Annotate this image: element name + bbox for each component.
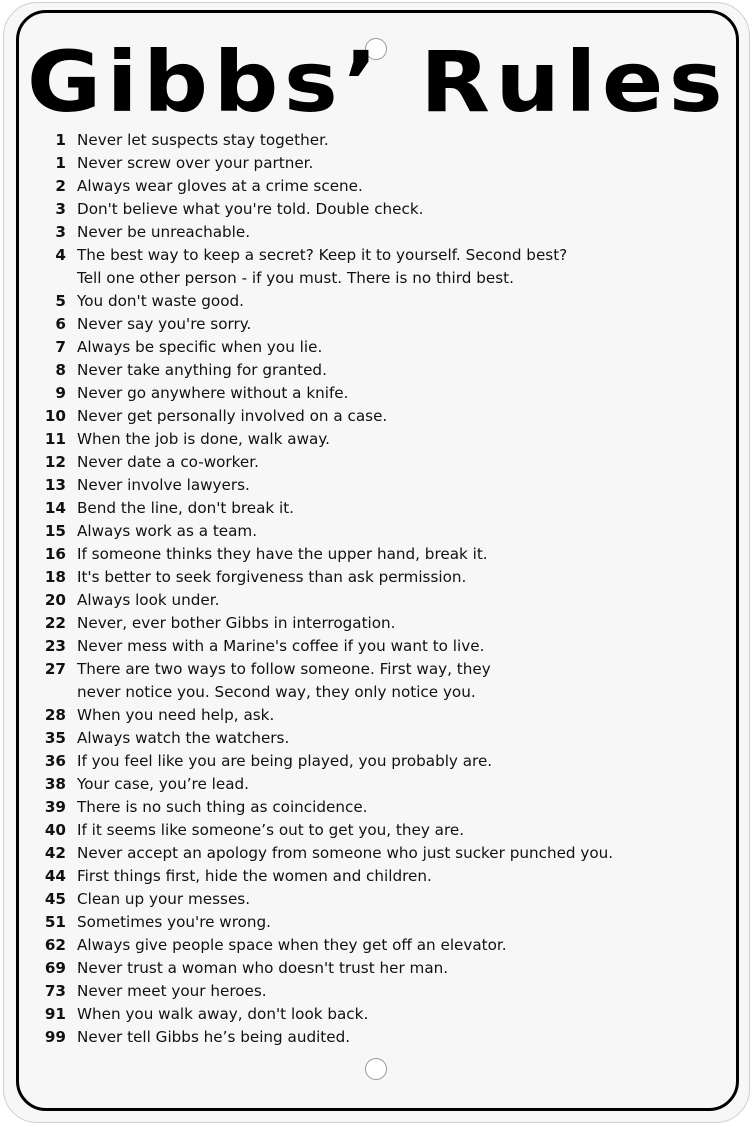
rule-number: 7 bbox=[55, 338, 66, 356]
rule-text bbox=[66, 474, 250, 497]
rule-item bbox=[34, 819, 734, 842]
rule-text-line: Tell one other person - if you must. There is no third best. bbox=[77, 269, 514, 287]
rule-number: 23 bbox=[44, 637, 66, 655]
rule-number: 9 bbox=[55, 384, 66, 402]
rule-text-line: Never go anywhere without a knife. bbox=[77, 384, 349, 402]
rule-text bbox=[66, 865, 432, 888]
rule-text-line: If you feel like you are being played, you probably are. bbox=[77, 752, 493, 770]
rule-text-line: When you walk away, don't look back. bbox=[77, 1005, 369, 1023]
rule-text-line: Never be unreachable. bbox=[77, 223, 251, 241]
rule-number: 36 bbox=[44, 752, 66, 770]
rule-text-line: If someone thinks they have the upper hand, break it. bbox=[77, 545, 488, 563]
rule-text bbox=[66, 773, 249, 796]
rule-number: 16 bbox=[44, 545, 66, 563]
rule-text-line: Always look under. bbox=[77, 591, 220, 609]
rule-item bbox=[34, 129, 734, 152]
rule-text-line: Never involve lawyers. bbox=[77, 476, 250, 494]
rule-text bbox=[66, 727, 289, 750]
rule-text-line: Never meet your heroes. bbox=[77, 982, 267, 1000]
rule-text bbox=[66, 175, 363, 198]
rule-item bbox=[34, 589, 734, 612]
rule-item bbox=[34, 359, 734, 382]
rule-text-line: Never mess with a Marine's coffee if you want to live. bbox=[77, 637, 485, 655]
rule-item bbox=[34, 773, 734, 796]
rule-text bbox=[66, 566, 466, 589]
rule-text-line: Never screw over your partner. bbox=[77, 154, 314, 172]
rule-text bbox=[66, 405, 387, 428]
rule-text bbox=[66, 819, 464, 842]
rule-text bbox=[66, 704, 274, 727]
rule-number: 73 bbox=[44, 982, 66, 1000]
rule-item bbox=[34, 221, 734, 244]
rule-item bbox=[34, 244, 734, 290]
rule-item bbox=[34, 796, 734, 819]
rule-item bbox=[34, 497, 734, 520]
rule-item bbox=[34, 152, 734, 175]
rule-number: 42 bbox=[44, 844, 66, 862]
rules-list bbox=[34, 129, 734, 1049]
rule-item bbox=[34, 543, 734, 566]
rule-number: 69 bbox=[44, 959, 66, 977]
rule-text bbox=[66, 497, 294, 520]
rule-number: 18 bbox=[44, 568, 66, 586]
rule-item bbox=[34, 750, 734, 773]
rule-text-line: When the job is done, walk away. bbox=[77, 430, 330, 448]
rule-text-line: Never say you're sorry. bbox=[77, 315, 252, 333]
rule-item bbox=[34, 313, 734, 336]
rule-number: 20 bbox=[44, 591, 66, 609]
rule-number: 91 bbox=[44, 1005, 66, 1023]
rule-number: 10 bbox=[44, 407, 66, 425]
rule-item bbox=[34, 290, 734, 313]
rule-text bbox=[66, 198, 424, 221]
rule-item bbox=[34, 382, 734, 405]
rule-number: 15 bbox=[44, 522, 66, 540]
rule-text bbox=[66, 451, 259, 474]
rule-item bbox=[34, 658, 734, 704]
rule-text-line: Never, ever bother Gibbs in interrogation. bbox=[77, 614, 396, 632]
rule-text-line: Never date a co-worker. bbox=[77, 453, 259, 471]
rule-item bbox=[34, 175, 734, 198]
rule-text-line: First things first, hide the women and children. bbox=[77, 867, 432, 885]
rule-text bbox=[66, 635, 484, 658]
rule-text bbox=[66, 244, 567, 290]
rule-text-line: The best way to keep a secret? Keep it to yourself. Second best? bbox=[77, 246, 568, 264]
rule-item bbox=[34, 198, 734, 221]
rule-text-line: Never tell Gibbs he’s being audited. bbox=[77, 1028, 351, 1046]
rule-text bbox=[66, 428, 330, 451]
rule-item bbox=[34, 704, 734, 727]
rule-item bbox=[34, 865, 734, 888]
rule-text bbox=[66, 911, 271, 934]
rule-number: 3 bbox=[55, 200, 66, 218]
rule-number: 38 bbox=[44, 775, 66, 793]
rule-item bbox=[34, 1026, 734, 1049]
rule-text bbox=[66, 589, 219, 612]
rule-text bbox=[66, 980, 267, 1003]
rule-item bbox=[34, 428, 734, 451]
rule-number: 12 bbox=[44, 453, 66, 471]
rule-text-line: Never let suspects stay together. bbox=[77, 131, 329, 149]
rule-text-line: There is no such thing as coincidence. bbox=[77, 798, 368, 816]
rule-text-line: Never trust a woman who doesn't trust her man. bbox=[77, 959, 449, 977]
rule-text bbox=[66, 221, 250, 244]
rule-item bbox=[34, 635, 734, 658]
rule-item bbox=[34, 957, 734, 980]
rule-number: 51 bbox=[44, 913, 66, 931]
rule-item bbox=[34, 1003, 734, 1026]
rule-number: 45 bbox=[44, 890, 66, 908]
rule-number: 13 bbox=[44, 476, 66, 494]
sign-title: Gibbs’ Rules bbox=[26, 33, 729, 131]
rule-text-line: Never accept an apology from someone who just sucker punched you. bbox=[77, 844, 614, 862]
rule-item bbox=[34, 911, 734, 934]
rule-item bbox=[34, 566, 734, 589]
rule-number: 14 bbox=[44, 499, 66, 517]
rule-item bbox=[34, 336, 734, 359]
rule-item bbox=[34, 405, 734, 428]
rule-number: 2 bbox=[55, 177, 66, 195]
rule-text-line: never notice you. Second way, they only notice you. bbox=[77, 683, 476, 701]
rule-text bbox=[66, 382, 348, 405]
rule-text-line: If it seems like someone’s out to get you, they are. bbox=[77, 821, 465, 839]
rule-number: 1 bbox=[55, 154, 66, 172]
rule-text-line: It's better to seek forgiveness than ask permission. bbox=[77, 568, 467, 586]
rule-number: 8 bbox=[55, 361, 66, 379]
rule-item bbox=[34, 842, 734, 865]
rule-text-line: You don't waste good. bbox=[77, 292, 244, 310]
rule-text bbox=[66, 888, 250, 911]
rule-text-line: Always watch the watchers. bbox=[77, 729, 290, 747]
rule-item bbox=[34, 612, 734, 635]
rule-text-line: Your case, you’re lead. bbox=[77, 775, 249, 793]
rule-text-line: Always wear gloves at a crime scene. bbox=[77, 177, 363, 195]
rule-text bbox=[66, 842, 613, 865]
rule-number: 5 bbox=[55, 292, 66, 310]
rule-text-line: Sometimes you're wrong. bbox=[77, 913, 272, 931]
rule-text-line: Always give people space when they get off an elevator. bbox=[77, 936, 507, 954]
rule-number: 11 bbox=[44, 430, 66, 448]
rule-number: 6 bbox=[55, 315, 66, 333]
rule-text-line: Always work as a team. bbox=[77, 522, 258, 540]
rule-number: 99 bbox=[44, 1028, 66, 1046]
rule-number: 40 bbox=[44, 821, 66, 839]
rule-number: 35 bbox=[44, 729, 66, 747]
rule-text bbox=[66, 1003, 368, 1026]
rule-text-line: Bend the line, don't break it. bbox=[77, 499, 295, 517]
rule-text bbox=[66, 934, 507, 957]
rule-text bbox=[66, 612, 396, 635]
rule-text bbox=[66, 543, 488, 566]
rule-text bbox=[66, 658, 491, 704]
rule-text bbox=[66, 796, 368, 819]
rule-text bbox=[66, 313, 251, 336]
rule-text bbox=[66, 520, 257, 543]
rule-text-line: Never get personally involved on a case. bbox=[77, 407, 388, 425]
rule-number: 4 bbox=[55, 246, 66, 264]
rule-number: 62 bbox=[44, 936, 66, 954]
rule-item bbox=[34, 934, 734, 957]
rule-text-line: Always be specific when you lie. bbox=[77, 338, 323, 356]
rule-text bbox=[66, 359, 327, 382]
rule-number: 1 bbox=[55, 131, 66, 149]
rule-text-line: Never take anything for granted. bbox=[77, 361, 327, 379]
rule-text-line: Don't believe what you're told. Double check. bbox=[77, 200, 424, 218]
rule-item bbox=[34, 520, 734, 543]
rule-text-line: There are two ways to follow someone. First way, they bbox=[77, 660, 491, 678]
rule-text bbox=[66, 957, 448, 980]
rule-item bbox=[34, 980, 734, 1003]
rule-number: 44 bbox=[44, 867, 66, 885]
rule-text bbox=[66, 152, 313, 175]
rule-item bbox=[34, 727, 734, 750]
rule-text bbox=[66, 129, 329, 152]
rule-text bbox=[66, 1026, 350, 1049]
rule-item bbox=[34, 451, 734, 474]
rule-text bbox=[66, 750, 492, 773]
rule-text bbox=[66, 290, 244, 313]
rule-number: 3 bbox=[55, 223, 66, 241]
rule-number: 27 bbox=[44, 660, 66, 678]
rule-number: 39 bbox=[44, 798, 66, 816]
rule-item bbox=[34, 474, 734, 497]
rule-text bbox=[66, 336, 322, 359]
rule-text-line: When you need help, ask. bbox=[77, 706, 275, 724]
mounting-hole-bottom bbox=[365, 1058, 387, 1080]
rule-text-line: Clean up your messes. bbox=[77, 890, 251, 908]
rule-number: 22 bbox=[44, 614, 66, 632]
rule-number: 28 bbox=[44, 706, 66, 724]
rule-item bbox=[34, 888, 734, 911]
